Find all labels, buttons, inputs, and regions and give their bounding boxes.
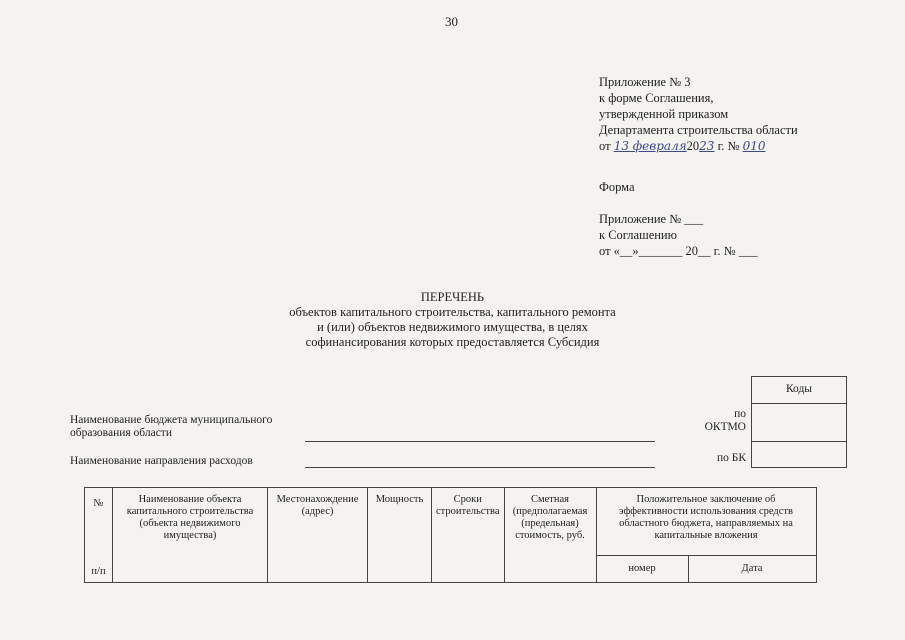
- col-number-bottom: п/п: [91, 566, 106, 577]
- year-prefix: 20: [686, 139, 700, 153]
- budget-label-line: образования области: [70, 427, 172, 439]
- handwritten-number: 010: [742, 139, 766, 153]
- handwritten-date: 13 февраля: [613, 139, 687, 153]
- direction-label: Наименование направления расходов: [70, 455, 253, 467]
- col-cost-header: Сметная (предполагаемая (предельная) стоимость, руб.: [504, 488, 596, 583]
- date-prefix: от: [599, 139, 611, 153]
- appendix-line: утвержденной приказом: [599, 107, 729, 121]
- col-conclusion-date: Дата: [688, 556, 816, 583]
- col-location-header: Местонахождение (адрес): [268, 488, 368, 583]
- budget-label-line: Наименование бюджета муниципального: [70, 414, 273, 426]
- oktmo-label-line: по: [734, 408, 746, 420]
- col-conclusion-number: номер: [596, 556, 688, 583]
- page-number: 30: [445, 14, 458, 29]
- col-capacity-header: Мощность: [368, 488, 432, 583]
- agreement-line: к Соглашению: [599, 228, 677, 242]
- codes-divider: [752, 441, 846, 442]
- bk-label: по БК: [716, 452, 746, 464]
- col-number-top: №: [93, 498, 104, 509]
- title-line: объектов капитального строительства, капитального ремонта: [289, 305, 616, 319]
- handwritten-year: 23: [699, 139, 715, 153]
- codes-box: [751, 376, 847, 468]
- col-name-header: Наименование объекта капитального строительства (объекта недвижимого имущества): [113, 488, 268, 583]
- codes-header: Коды: [785, 383, 813, 395]
- document-title: [0, 290, 905, 350]
- form-label: Форма: [599, 180, 635, 194]
- oktmo-label: [690, 408, 746, 434]
- agreement-appendix: [599, 211, 757, 259]
- title-line: и (или) объектов недвижимого имущества, в целях: [317, 320, 588, 334]
- budget-label: [70, 414, 272, 440]
- title-line: софинансирования которых предоставляется Субсидия: [305, 335, 600, 349]
- col-number-header: [85, 488, 113, 583]
- budget-fill-line: [305, 441, 655, 442]
- agreement-line: от «__»_______ 20__ г. № ___: [599, 244, 758, 258]
- col-terms-header: Сроки строительства: [432, 488, 505, 583]
- number-prefix: г. №: [717, 139, 740, 153]
- appendix-line: Приложение № 3: [599, 75, 691, 89]
- appendix-header: [599, 74, 798, 154]
- appendix-line: Департамента строительства области: [599, 123, 798, 137]
- oktmo-label-line: ОКТМО: [704, 421, 746, 433]
- codes-divider: [752, 403, 846, 404]
- appendix-date-line: [599, 138, 798, 154]
- objects-table: [84, 487, 817, 583]
- direction-fill-line: [305, 467, 655, 468]
- appendix-line: к форме Соглашения,: [599, 91, 714, 105]
- agreement-line: Приложение № ___: [599, 212, 704, 226]
- col-conclusion-header: Положительное заключение об эффективности использования средств областного бюджета, направляемых на капитальные вложения: [596, 488, 816, 556]
- title-heading: ПЕРЕЧЕНЬ: [420, 290, 485, 304]
